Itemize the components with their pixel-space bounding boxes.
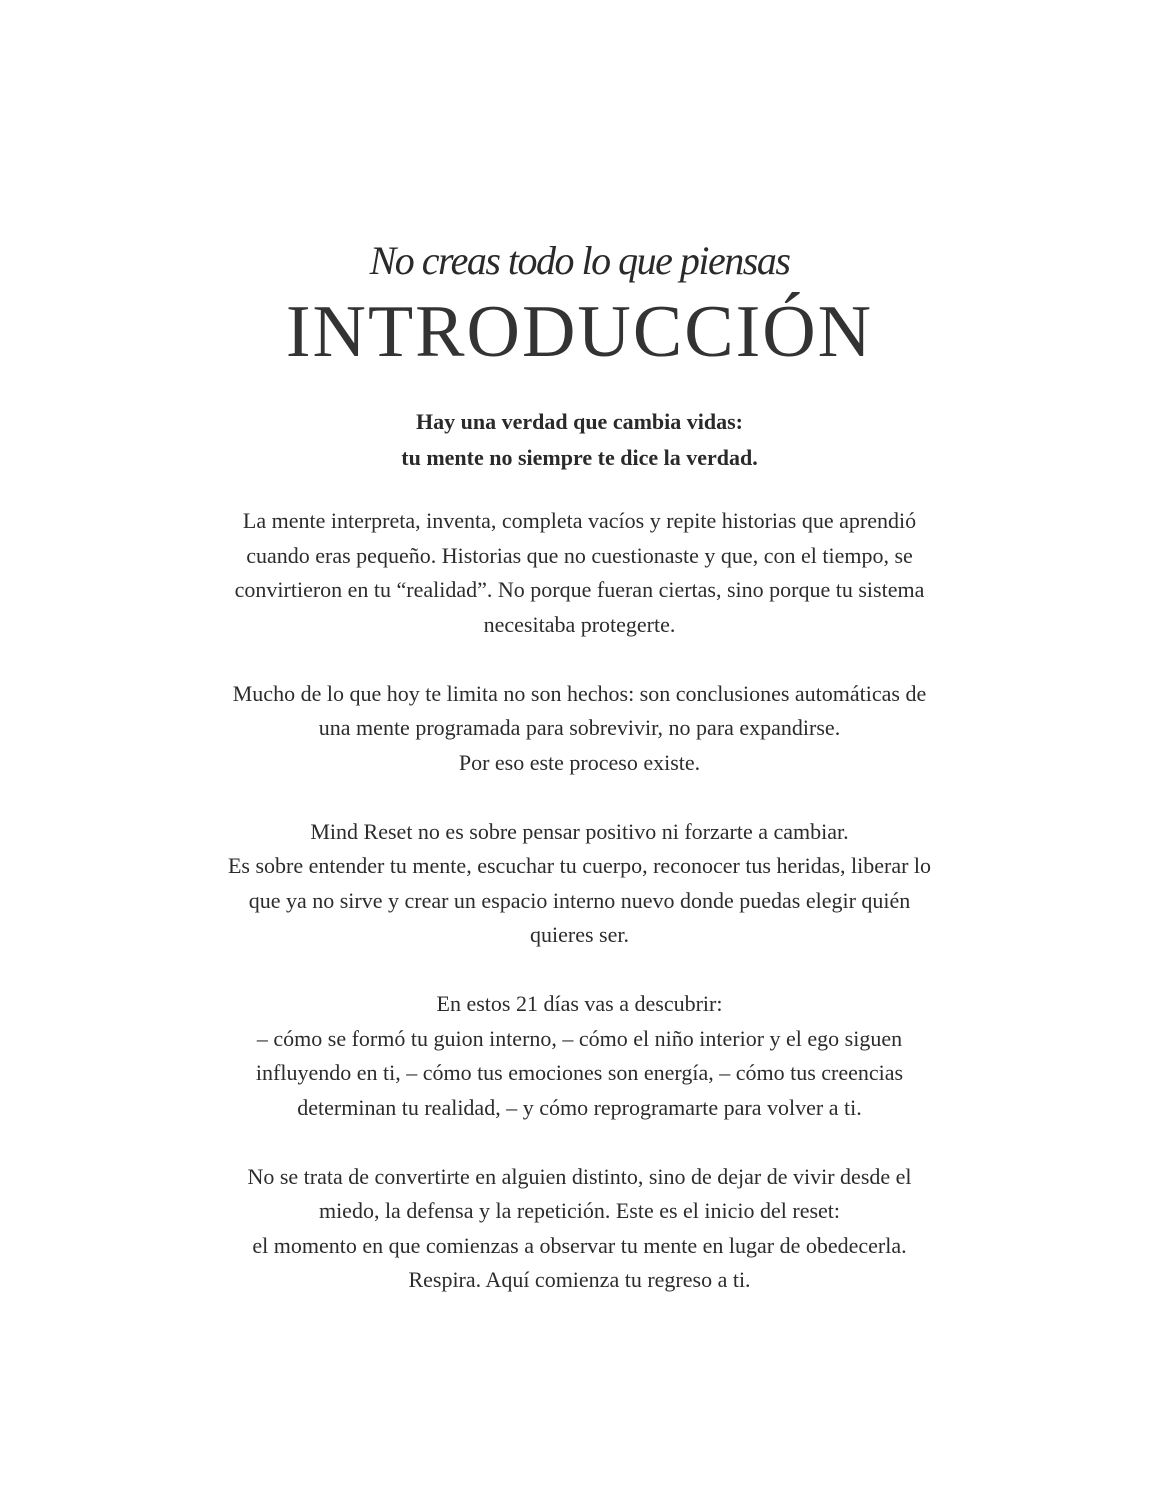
text-line: necesitaba protegerte. (483, 611, 676, 637)
paragraph-limits (150, 677, 1009, 781)
paragraph-21-days (150, 987, 1009, 1125)
text-line: que ya no sirve y crear un espacio interno nuevo donde puedas elegir quién (248, 887, 911, 913)
paragraph-mind-reset (150, 815, 1009, 953)
text-line: cuando eras pequeño. Historias que no cuestionaste y que, con el tiempo, se (246, 542, 913, 568)
lead-line: tu mente no siempre te dice la verdad. (401, 445, 758, 470)
text-line: convirtieron en tu “realidad”. No porque fueran ciertas, sino porque tu sistema (234, 577, 925, 602)
text-line: una mente programada para sobrevivir, no para expandirse. (318, 715, 841, 740)
text-line: influyendo en ti, – cómo tus emociones son energía, – cómo tus creencias (255, 1060, 904, 1085)
text-line: Por eso este proceso existe. (458, 749, 701, 775)
lead-line: Hay una verdad que cambia vidas: (416, 409, 743, 434)
text-line: En estos 21 días vas a descubrir: (436, 991, 723, 1016)
body-text (150, 504, 1009, 1332)
text-line: miedo, la defensa y la repetición. Este es el inicio del reset: (318, 1198, 841, 1223)
text-line: No se trata de convertirte en alguien distinto, sino de dejar de vivir desde el (247, 1163, 912, 1189)
text-line: Mucho de lo que hoy te limita no son hechos: son conclusiones automáticas de (232, 680, 927, 706)
text-line: Mind Reset no es sobre pensar positivo ni forzarte a cambiar. (310, 818, 849, 844)
chapter-title: INTRODUCCIÓN (285, 291, 874, 373)
paragraph-closing (150, 1160, 1009, 1298)
text-line: Es sobre entender tu mente, escuchar tu cuerpo, reconocer tus heridas, liberar lo (227, 853, 932, 878)
text-line: La mente interpreta, inventa, completa vacíos y repite historias que aprendió (242, 508, 917, 533)
paragraph-mind-interprets (150, 504, 1009, 642)
book-subtitle: No creas todo lo que piensas (369, 238, 790, 283)
lead-statement (0, 404, 1159, 476)
text-line: determinan tu realidad, – y cómo reprogramarte para volver a ti. (297, 1094, 862, 1120)
text-line: – cómo se formó tu guion interno, – cómo el niño interior y el ego siguen (256, 1025, 903, 1051)
text-line: el momento en que comienzas a observar tu mente en lugar de obedecerla. (252, 1232, 907, 1258)
text-line: quieres ser. (530, 922, 629, 947)
text-line: Respira. Aquí comienza tu regreso a ti. (408, 1267, 751, 1292)
